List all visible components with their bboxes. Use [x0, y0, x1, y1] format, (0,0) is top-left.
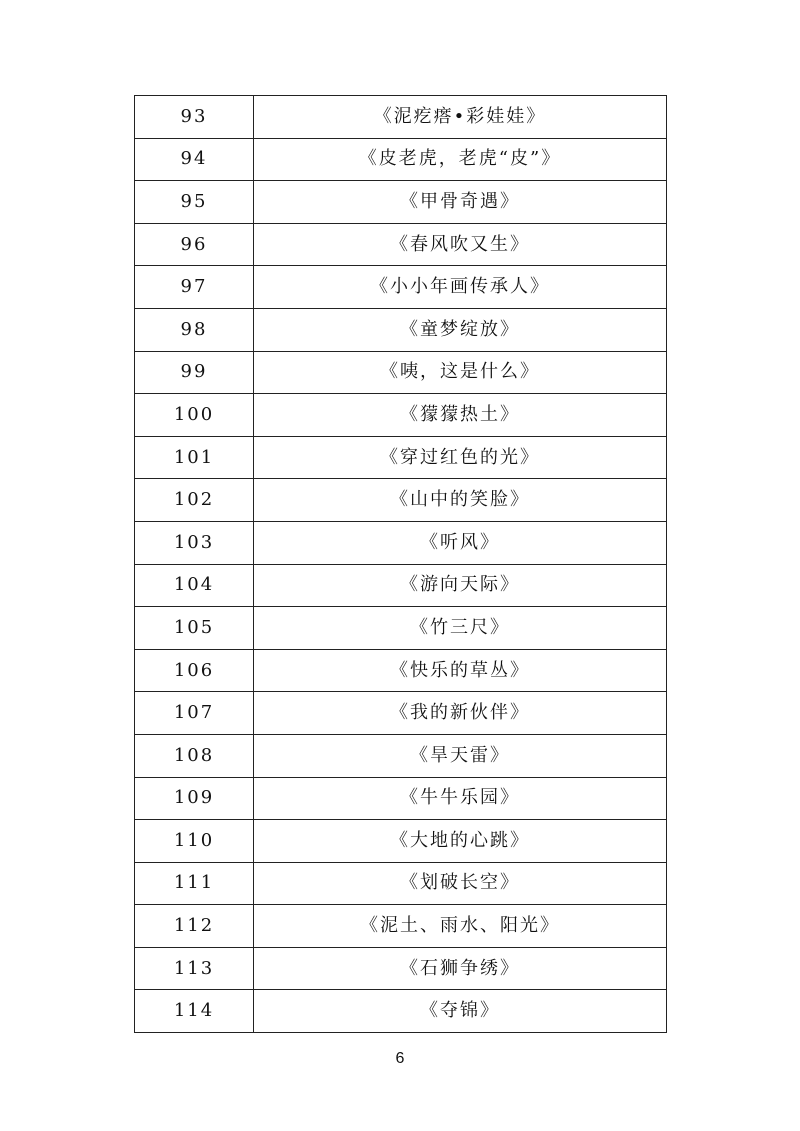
row-title: 《听风》 — [254, 521, 667, 564]
row-number: 109 — [135, 777, 254, 820]
row-title: 《游向天际》 — [254, 564, 667, 607]
row-number: 105 — [135, 607, 254, 650]
row-number: 110 — [135, 820, 254, 863]
row-title: 《獴獴热土》 — [254, 394, 667, 437]
table-row — [135, 649, 667, 692]
row-number: 112 — [135, 905, 254, 948]
works-table-body — [135, 96, 667, 1033]
row-number: 97 — [135, 266, 254, 309]
row-title: 《快乐的草丛》 — [254, 649, 667, 692]
table-row — [135, 862, 667, 905]
table-row — [135, 96, 667, 139]
row-title: 《童梦绽放》 — [254, 308, 667, 351]
table-row — [135, 905, 667, 948]
row-title: 《石狮争绣》 — [254, 947, 667, 990]
table-row — [135, 820, 667, 863]
row-title: 《牛牛乐园》 — [254, 777, 667, 820]
works-table — [134, 95, 667, 1033]
row-title: 《泥疙瘩•彩娃娃》 — [254, 96, 667, 139]
table-row — [135, 308, 667, 351]
table-row — [135, 479, 667, 522]
row-number: 98 — [135, 308, 254, 351]
row-title: 《春风吹又生》 — [254, 223, 667, 266]
row-number: 111 — [135, 862, 254, 905]
row-number: 103 — [135, 521, 254, 564]
table-row — [135, 564, 667, 607]
table-row — [135, 521, 667, 564]
row-number: 96 — [135, 223, 254, 266]
page-number: 6 — [395, 1050, 405, 1067]
row-title: 《皮老虎，老虎“皮”》 — [254, 138, 667, 181]
row-number: 95 — [135, 181, 254, 224]
table-row — [135, 223, 667, 266]
row-title: 《泥土、雨水、阳光》 — [254, 905, 667, 948]
table-row — [135, 436, 667, 479]
row-number: 93 — [135, 96, 254, 139]
row-title: 《小小年画传承人》 — [254, 266, 667, 309]
row-number: 94 — [135, 138, 254, 181]
table-row — [135, 266, 667, 309]
table-row — [135, 777, 667, 820]
table-row — [135, 947, 667, 990]
row-number: 102 — [135, 479, 254, 522]
row-number: 107 — [135, 692, 254, 735]
row-number: 104 — [135, 564, 254, 607]
row-title: 《穿过红色的光》 — [254, 436, 667, 479]
table-row — [135, 734, 667, 777]
row-title: 《我的新伙伴》 — [254, 692, 667, 735]
row-title: 《竹三尺》 — [254, 607, 667, 650]
row-title: 《山中的笑脸》 — [254, 479, 667, 522]
row-number: 113 — [135, 947, 254, 990]
row-number: 99 — [135, 351, 254, 394]
row-number: 101 — [135, 436, 254, 479]
row-title: 《甲骨奇遇》 — [254, 181, 667, 224]
table-row — [135, 394, 667, 437]
row-title: 《咦，这是什么》 — [254, 351, 667, 394]
table-row — [135, 138, 667, 181]
row-number: 106 — [135, 649, 254, 692]
row-title: 《旱天雷》 — [254, 734, 667, 777]
row-title: 《划破长空》 — [254, 862, 667, 905]
row-number: 108 — [135, 734, 254, 777]
row-title: 《夺锦》 — [254, 990, 667, 1033]
row-number: 114 — [135, 990, 254, 1033]
table-row — [135, 990, 667, 1033]
table-row — [135, 351, 667, 394]
table-row — [135, 181, 667, 224]
table-row — [135, 692, 667, 735]
row-number: 100 — [135, 394, 254, 437]
table-row — [135, 607, 667, 650]
row-title: 《大地的心跳》 — [254, 820, 667, 863]
